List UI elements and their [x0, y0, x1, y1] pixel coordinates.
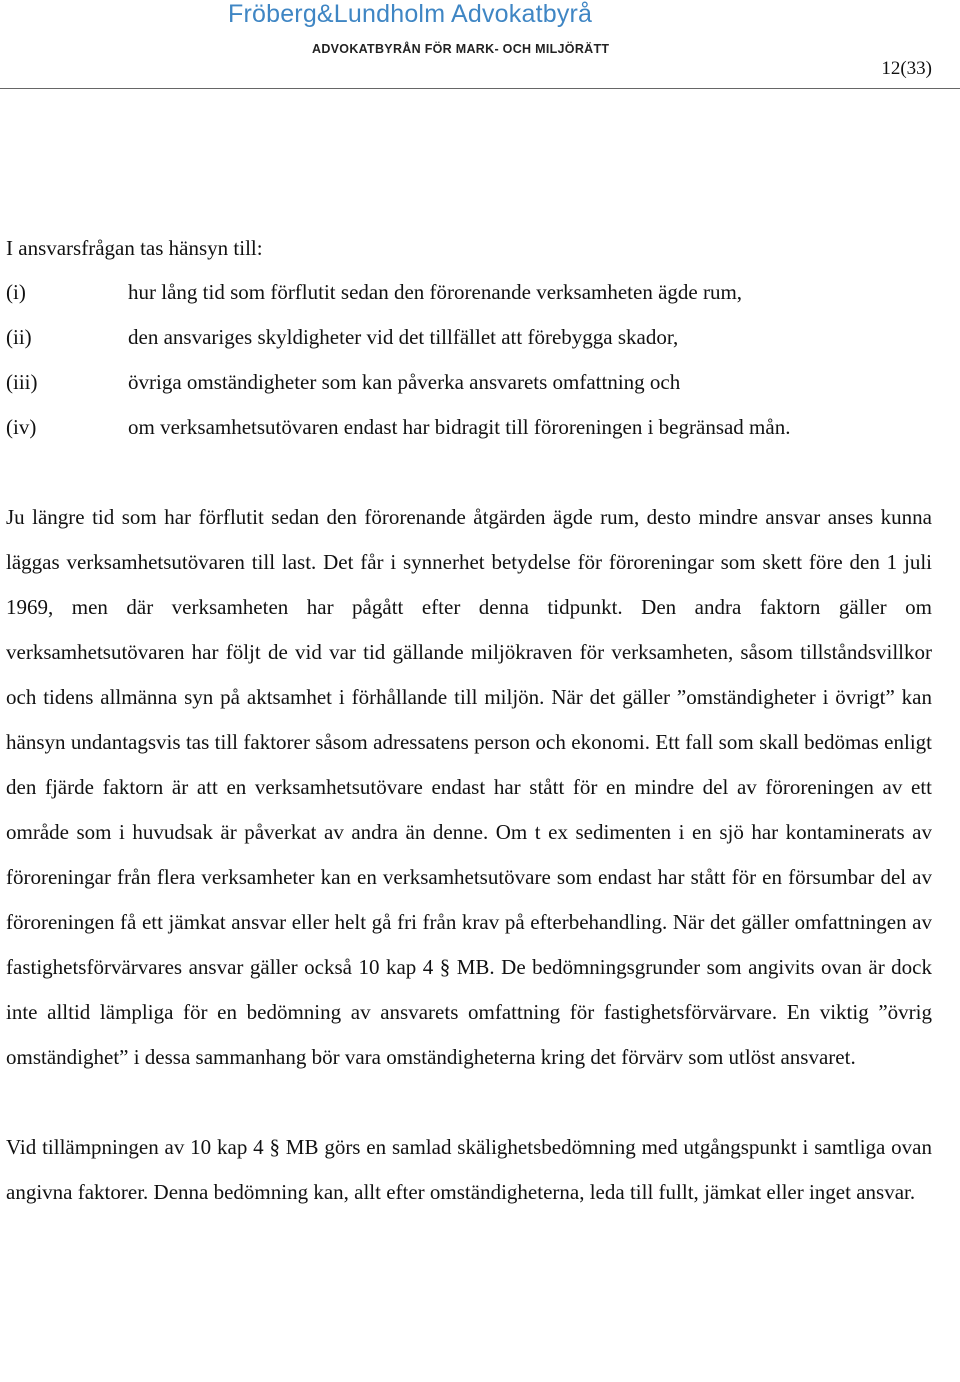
factor-text: den ansvariges skyldigheter vid det tillfället att förebygga skador,: [128, 325, 679, 349]
factor-text: om verksamhetsutövaren endast har bidragit till föroreningen i begränsad mån.: [128, 415, 791, 439]
list-item: [6, 360, 932, 405]
firm-name: Fröberg&Lundholm Advokatbyrå: [228, 0, 593, 28]
list-item: [6, 270, 932, 315]
page-number: 12(33): [881, 58, 932, 79]
paragraph-liability-factors: Ju längre tid som har förflutit sedan den förorenande åtgärden ägde rum, desto mindre ansvar anses kunna läggas verksamhetsutövaren till last. Det får i synnerhet betydelse för föroreningar som skett före den 1 juli 1969, men där verksamheten har pågått efter denna tidpunkt. Den andra faktorn gäller om verksamhetsutövaren har följt de vid var tid gällande miljökraven för verksamheten, såsom tillståndsvillkor och tidens allmänna syn på aktsamhet i förhållande till miljön. När det gäller ”omständigheter i övrigt” kan hänsyn undantagsvis tas till faktorer såsom adressatens person och ekonomi. Ett fall som skall bedömas enligt den fjärde faktorn är att en verksamhetsutövare endast har stått för en mindre del av föroreningen av ett område som i huvudsak är påverkat av andra än denne. Om t ex sedimenten i en sjö har kontaminerats av föroreningar från flera verksamheter kan en verksamhetsutövare som endast har stått för en försumbar del av föroreningen få ett jämkat ansvar eller helt gå fri från krav på efterbehandling. När det gäller omfattningen av fastighetsförvärvares ansvar gäller också 10 kap 4 § MB. De bedömningsgrunder som angivits ovan är dock inte alltid lämpliga för en bedömning av ansvarets omfattning för fastighetsförvärvare. En viktig ”övrig omständighet” i dessa sammanhang bör vara omständigheterna kring det förvärv som utlöst ansvaret.: [6, 505, 932, 1069]
factor-number: (ii): [6, 325, 32, 349]
firm-tagline: ADVOKATBYRÅN FÖR MARK- OCH MILJÖRÄTT: [312, 42, 610, 56]
factor-list: [6, 270, 932, 450]
factor-text: hur lång tid som förflutit sedan den förorenande verksamheten ägde rum,: [128, 280, 743, 304]
paragraph-overall-assessment: Vid tillämpningen av 10 kap 4 § MB görs en samlad skälighetsbedömning med utgångspunkt i samtliga ovan angivna faktorer. Denna bedömning kan, allt efter omständigheterna, leda till fullt, jämkat eller inget ansvar.: [6, 1135, 932, 1204]
factor-number: (iv): [6, 415, 37, 439]
letterhead: [0, 0, 960, 92]
list-item: [6, 405, 932, 450]
list-item: [6, 315, 932, 360]
factor-text: övriga omständigheter som kan påverka ansvarets omfattning och: [128, 370, 681, 394]
factor-number: (i): [6, 280, 26, 304]
intro-line: I ansvarsfrågan tas hänsyn till:: [6, 236, 263, 260]
header-divider: [0, 88, 960, 89]
factor-number: (iii): [6, 370, 38, 394]
document-body: [6, 226, 932, 1215]
